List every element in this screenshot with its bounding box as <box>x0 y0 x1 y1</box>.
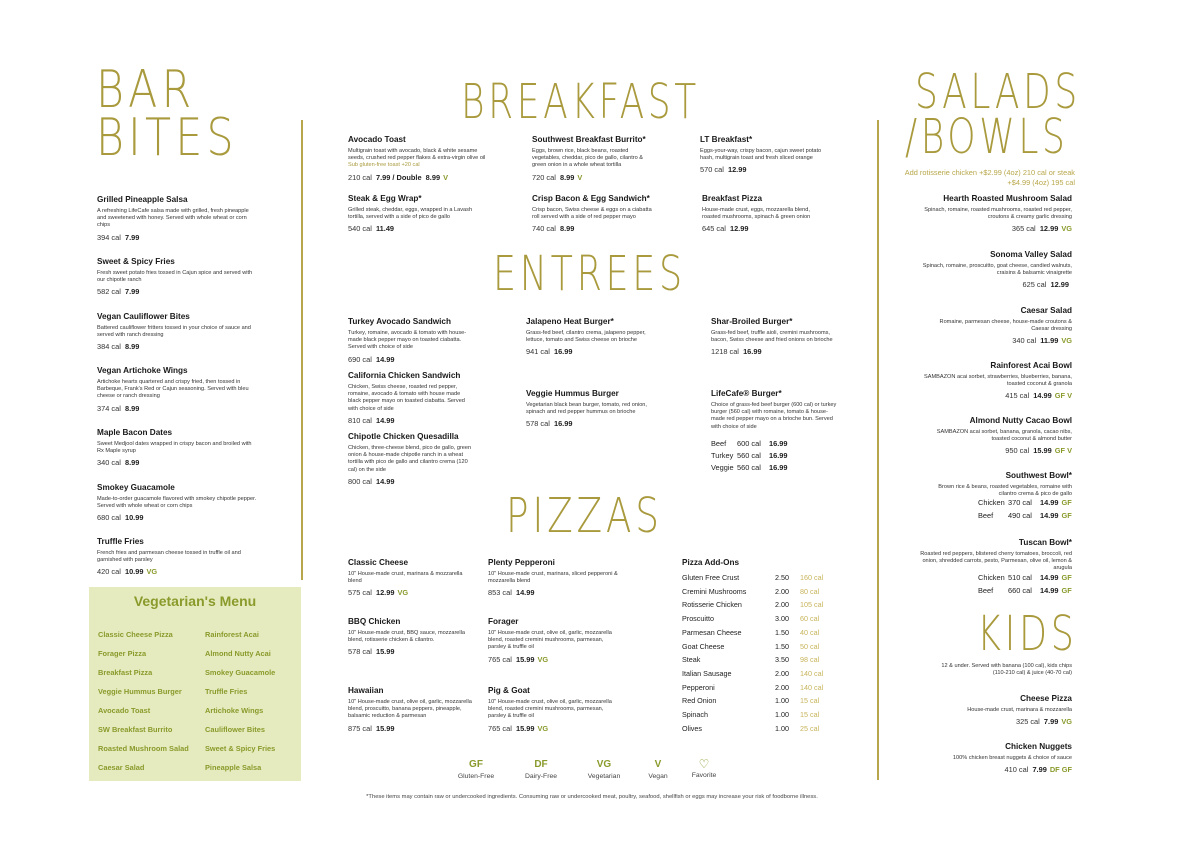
item-tag: VG <box>537 723 549 733</box>
item-desc: 100% chicken breast nuggets & choice of sauce <box>952 754 1072 761</box>
menu-item-salad <box>920 250 1072 289</box>
item-desc: Fresh sweet potato fries tossed in Cajun spice and served with our chipotle ranch <box>97 269 253 284</box>
item-title: LT Breakfast* <box>700 135 753 144</box>
item-cal: 941 cal <box>526 347 550 357</box>
item-title: Southwest Breakfast Burrito* <box>532 135 646 144</box>
item-price: 16.99 <box>743 347 762 357</box>
veg-item: Caesar Salad <box>98 763 145 772</box>
menu-item-kids-cheese-pizza <box>920 694 1072 726</box>
heading-kids: KIDS <box>977 606 1078 662</box>
item-title: Sweet & Spicy Fries <box>97 257 175 266</box>
item-desc: Chicken, Swiss cheese, roasted red pepper, romaine, avocado & tomato with house made black pepper mayo on toasted ciabatta. Served with choice of side <box>348 383 465 412</box>
menu-item-pineapple-salsa <box>97 195 257 242</box>
item-desc: 10" House-made crust, marinara, sliced pepperoni & mozzarella blend <box>488 570 618 585</box>
row-name: Turkey <box>711 451 734 460</box>
item-desc: Vegetarian black bean burger, tomato, red onion, spinach and red pepper hummus on brioche <box>526 401 647 416</box>
menu-item-jalapeno-burger <box>526 317 650 356</box>
item-desc: Grilled steak, cheddar, eggs, wrapped in a Lavash tortilla, served with a side of pico de gallo <box>348 206 473 221</box>
veg-item: Classic Cheese Pizza <box>98 630 173 639</box>
addon-name: Red Onion <box>682 696 717 706</box>
row-name: Beef <box>978 511 994 520</box>
row-cal: 490 cal <box>1008 511 1032 520</box>
heading-breakfast: BREAKFAST <box>461 74 700 130</box>
item-desc: 10" House-made crust, BBQ sauce, mozzarella blend, rotisserie chicken & cilantro. <box>348 629 466 644</box>
menu-item-steak-egg-wrap <box>348 194 478 233</box>
menu-item-veggie-hummus-burger <box>526 389 650 428</box>
row-tag: GF <box>1061 511 1072 520</box>
item-price: 8.99 <box>124 403 140 413</box>
item-price: 8.99 <box>124 342 140 352</box>
legend-label: Dairy-Free <box>524 773 558 780</box>
item-cal: 765 cal <box>488 654 512 664</box>
item-cal: 800 cal <box>348 476 372 486</box>
item-title: Veggie Hummus Burger <box>526 389 619 398</box>
heart-icon: ♡ <box>698 757 710 771</box>
item-price-label: / Double <box>392 172 422 182</box>
item-price: 8.99 <box>559 224 575 234</box>
item-title: California Chicken Sandwich <box>348 371 461 380</box>
item-desc: SAMBAZON acai sorbet, banana, granola, cacao nibs, toasted coconut & almond butter <box>936 428 1072 443</box>
item-tag: VG <box>146 567 158 577</box>
menu-item-southwest-bowl <box>920 471 1072 498</box>
menu-item-truffle-fries <box>97 537 257 576</box>
item-cal: 365 cal <box>1011 224 1036 234</box>
item-title: Almond Nutty Cacao Bowl <box>969 416 1072 425</box>
item-cal: 680 cal <box>97 513 121 523</box>
lifecafe-row-veggie <box>711 464 788 471</box>
veg-item: Artichoke Wings <box>205 706 264 715</box>
item-title: Breakfast Pizza <box>702 194 763 203</box>
item-cal: 853 cal <box>488 588 512 598</box>
addon-price: 2.00 <box>775 668 789 678</box>
divider-right <box>877 120 879 780</box>
veg-item: Breakfast Pizza <box>98 668 153 677</box>
menu-item-crisp-bacon-sandwich <box>532 194 660 233</box>
item-tag: VG <box>397 588 409 598</box>
item-desc: Crisp bacon, Swiss cheese & eggs on a ciabatta roll served with a side of red pepper mayo <box>532 206 652 221</box>
addon-name: Proscuitto <box>682 614 714 624</box>
menu-item-breakfast-pizza <box>702 194 822 233</box>
addon-name: Rotisserie Chicken <box>682 600 742 610</box>
lifecafe-row-turkey <box>711 452 788 459</box>
row-name: Chicken <box>978 498 1005 507</box>
addon-price: 2.00 <box>775 586 789 596</box>
menu-item-maple-bacon-dates <box>97 428 257 467</box>
menu-item-lifecafe-burger <box>711 389 837 431</box>
item-price: 7.99 <box>1032 765 1047 775</box>
menu-item-turkey-avocado <box>348 317 470 364</box>
row-cal: 510 cal <box>1008 573 1032 582</box>
item-cal: 625 cal <box>1022 280 1047 290</box>
item-price: 15.99 <box>375 723 395 733</box>
item-price-double: 8.99 <box>425 172 441 182</box>
item-price: 8.99 <box>559 172 575 182</box>
veg-item: Forager Pizza <box>98 649 147 658</box>
item-price: 12.99 <box>1039 224 1059 234</box>
item-cal: 374 cal <box>97 403 121 413</box>
addon-name: Steak <box>682 655 701 665</box>
item-desc: Spinach, romaine, proscuitto, goat cheese, candied walnuts, craisins & balsamic vinaigrette <box>922 262 1072 277</box>
item-desc: Chicken, three-cheese blend, pico de gallo, green onion & house-made chipotle ranch in a wheat tortilla with pico de gallo and cilantro crema (120 cal) on the side <box>348 444 472 473</box>
item-title: Cheese Pizza <box>1020 694 1072 703</box>
item-title: Chicken Nuggets <box>1005 742 1072 751</box>
kids-note: 12 & under. Served with banana (100 cal), kids chips (110-210 cal) & juice (40-70 cal) <box>941 663 1072 677</box>
menu-item-salad <box>920 361 1072 400</box>
heading-bar: BAR <box>96 60 196 120</box>
item-tag: V <box>443 172 448 182</box>
row-price: 14.99 <box>1040 573 1059 582</box>
item-price: 10.99 <box>124 567 144 577</box>
heading-entrees: ENTREES <box>493 246 686 302</box>
item-desc: Spinach, romaine, roasted mushrooms, roasted red pepper, croutons & creamy garlic dressing <box>924 206 1072 221</box>
item-tag: VG <box>1061 336 1072 346</box>
item-desc: Artichoke hearts quartered and crispy fried, then tossed in Barbeque, Frank's Red or Cajun seasoning. Served with bleu cheese or ranch dressing <box>97 378 249 400</box>
menu-item-plenty-pepperoni <box>488 558 628 597</box>
veg-item: Rainforest Acai <box>205 630 259 639</box>
item-price: 7.99 <box>124 287 140 297</box>
item-desc: 10" House-made crust, olive oil, garlic, mozzarella blend, proscuitto, banana peppers, pineapple, balsamic reduction & parmesan <box>348 698 472 720</box>
addon-cal: 140 cal <box>800 682 824 692</box>
item-title: LifeCafe® Burger* <box>711 389 782 398</box>
item-cal: 410 cal <box>1004 765 1029 775</box>
row-cal: 560 cal <box>737 451 761 460</box>
item-cal: 540 cal <box>348 224 372 234</box>
row-price: 16.99 <box>769 439 788 448</box>
item-price: 15.99 <box>1033 446 1052 456</box>
addon-name: Spinach <box>682 710 708 719</box>
heading-pizzas: PIZZAS <box>506 488 663 544</box>
item-price: 12.99 <box>375 588 395 598</box>
item-price: 14.99 <box>1033 391 1052 401</box>
row-name: Chicken <box>978 573 1005 582</box>
menu-item-southwest-burrito <box>532 135 658 182</box>
item-title: Maple Bacon Dates <box>97 428 173 437</box>
menu-item-artichoke-wings <box>97 366 257 413</box>
menu-item-tuscan-bowl <box>920 538 1072 573</box>
row-cal: 660 cal <box>1008 586 1032 595</box>
item-price: 16.99 <box>553 347 573 357</box>
menu-item-classic-cheese <box>348 558 470 597</box>
legend-df <box>511 759 571 780</box>
item-desc: Battered cauliflower fritters tossed in your choice of sauce and served with ranch dressing <box>97 324 251 339</box>
item-cal: 420 cal <box>97 567 121 577</box>
veg-item: Sweet & Spicy Fries <box>205 744 276 753</box>
item-cal: 740 cal <box>532 224 556 234</box>
item-desc: SAMBAZON acai sorbet, strawberries, blueberries, banana, toasted coconut & granola <box>924 373 1072 388</box>
item-title: Truffle Fries <box>97 537 144 546</box>
southwest-row-chicken <box>978 499 1072 506</box>
item-tag: VG <box>1061 224 1072 234</box>
item-desc: Sweet Medjool dates wrapped in crispy bacon and broiled with Rx Maple syrup <box>97 440 252 455</box>
item-title: Avocado Toast <box>348 135 406 144</box>
addon-price: 1.00 <box>775 696 789 706</box>
footnote: *These items may contain raw or undercooked ingredients. Consuming raw or undercooked meat, poultry, seafood, shellfish or eggs may increase your risk of foodborne illness. <box>366 794 818 800</box>
southwest-row-beef <box>978 512 1072 519</box>
item-price: 11.49 <box>375 224 395 234</box>
item-title: Caesar Salad <box>1020 306 1072 315</box>
item-cal: 950 cal <box>1005 446 1030 456</box>
item-cal: 720 cal <box>532 172 556 182</box>
item-tag: VG <box>537 654 549 664</box>
item-tag: DF GF <box>1049 765 1072 775</box>
row-name: Veggie <box>711 463 734 472</box>
item-price: 12.99 <box>727 165 747 175</box>
item-tag: V <box>577 172 583 182</box>
addon-name: Pepperoni <box>682 682 715 692</box>
item-title: Steak & Egg Wrap* <box>348 194 422 203</box>
item-cal: 875 cal <box>348 723 372 733</box>
row-price: 14.99 <box>1040 498 1059 507</box>
tuscan-row-beef <box>978 587 1072 594</box>
item-price: 15.99 <box>515 723 535 733</box>
menu-item-salad <box>920 194 1072 233</box>
item-price: 16.99 <box>553 419 573 429</box>
row-name: Beef <box>978 586 994 595</box>
heading-salads: SALADS <box>915 64 1081 120</box>
item-title: Vegan Artichoke Wings <box>97 366 188 375</box>
item-cal: 415 cal <box>1005 391 1030 401</box>
menu-item-smokey-guacamole <box>97 483 257 522</box>
tuscan-row-chicken <box>978 574 1072 581</box>
item-cal: 582 cal <box>97 287 121 297</box>
item-desc: House-made crust, eggs, mozzarella blend, roasted mushrooms, spinach & green onion <box>702 206 811 221</box>
addon-cal: 15 cal <box>800 696 820 706</box>
lifecafe-row-beef <box>711 440 788 447</box>
menu-item-kids-chicken-nuggets <box>920 742 1072 774</box>
item-cal: 210 cal <box>348 172 372 182</box>
item-price: 15.99 <box>515 654 535 664</box>
addons-title: Pizza Add-Ons <box>682 558 740 567</box>
item-desc: 10" House-made crust, marinara & mozzarella blend <box>348 570 463 585</box>
veg-item: Veggie Hummus Burger <box>98 687 182 696</box>
item-desc: Grass-fed beef, truffle aioli, cremini mushrooms, bacon, Swiss cheese and fried onions on brioche <box>711 329 833 344</box>
heading-bowls: /BOWLS <box>905 109 1069 165</box>
item-desc: Eggs, brown rice, black beans, roasted vegetables, cheddar, pico de gallo, cilantro & green onion in a whole wheat tortilla <box>532 147 644 169</box>
vegetarian-menu <box>89 587 301 781</box>
item-desc: 10" House-made crust, olive oil, garlic, mozzarella blend, roasted cremini mushrooms, parmesan, parsley & truffle oil <box>488 629 612 651</box>
item-desc: Multigrain toast with avocado, black & white sesame seeds, crushed red pepper flakes & extra-virgin olive oil <box>348 147 486 162</box>
item-title: Crisp Bacon & Egg Sandwich* <box>532 194 650 203</box>
item-price: 7.99 <box>375 172 391 182</box>
item-price: 14.99 <box>375 415 395 425</box>
veg-item: Almond Nutty Acai <box>205 649 271 658</box>
veg-item: Cauliflower Bites <box>205 725 265 734</box>
legend-key: V <box>654 759 662 770</box>
addon-price: 2.50 <box>775 573 789 582</box>
row-tag: GF <box>1061 586 1072 595</box>
veg-item: Roasted Mushroom Salad <box>98 744 189 753</box>
menu-item-chipotle-quesadilla <box>348 432 476 486</box>
item-desc: 10" House-made crust, olive oil, garlic, mozzarella blend, roasted cremini mushrooms, parmesan, parsley & truffle oil <box>488 698 612 720</box>
vegetarian-menu-title: Vegetarian's Menu <box>133 593 257 609</box>
item-desc: Made-to-order guacamole flavored with smokey chipotle pepper. Served with whole wheat or corn chips <box>97 495 257 510</box>
row-price: 14.99 <box>1040 586 1059 595</box>
item-title: Tuscan Bowl* <box>1018 538 1072 547</box>
item-price: 7.99 <box>1043 717 1059 727</box>
row-tag: GF <box>1061 498 1072 507</box>
veg-item: SW Breakfast Burrito <box>98 725 173 734</box>
item-title: Vegan Cauliflower Bites <box>97 312 190 321</box>
addon-name: Gluten Free Crust <box>682 573 740 582</box>
legend-label: Vegan <box>648 773 668 780</box>
item-title: Southwest Bowl* <box>1005 471 1072 480</box>
item-desc: Turkey, romaine, avocado & tomato with house-made black pepper mayo on toasted ciabatta. Served with choice of side <box>348 329 467 351</box>
addon-price: 1.50 <box>775 641 789 651</box>
row-cal: 600 cal <box>737 439 761 448</box>
legend-favorite <box>674 757 734 779</box>
menu-item-shar-broiled-burger <box>711 317 833 356</box>
item-desc: Brown rice & beans, roasted vegetables, romaine with cilantro crema & pico de gallo <box>938 483 1072 498</box>
item-title: Classic Cheese <box>348 558 409 567</box>
addon-name: Olives <box>682 723 702 733</box>
item-price: 7.99 <box>124 232 140 242</box>
addon-name: Italian Sausage <box>682 668 732 678</box>
addon-cal: 80 cal <box>800 586 820 596</box>
addon-cal: 50 cal <box>800 641 820 651</box>
row-tag: GF <box>1061 573 1072 582</box>
addon-cal: 40 cal <box>800 627 820 637</box>
item-desc: Grass-fed beef, cilantro crema, jalapeno pepper, lettuce, tomato and Swiss cheese on brioche <box>526 329 646 344</box>
item-title: Hawaiian <box>348 686 384 695</box>
item-price: 14.99 <box>375 476 395 486</box>
item-cal: 810 cal <box>348 415 372 425</box>
item-title: Plenty Pepperoni <box>488 558 555 567</box>
row-price: 16.99 <box>769 451 788 460</box>
item-cal: 325 cal <box>1015 717 1040 727</box>
item-price: 10.99 <box>124 513 144 523</box>
addon-name: Goat Cheese <box>682 641 725 651</box>
row-price: 16.99 <box>769 463 788 472</box>
item-title: BBQ Chicken <box>348 617 401 626</box>
veg-item: Pineapple Salsa <box>205 763 262 772</box>
item-desc: Eggs-your-way, crispy bacon, cajun sweet potato hash, multigrain toast and fresh sliced orange <box>700 147 822 162</box>
addon-price: 3.00 <box>775 614 789 624</box>
item-price: 12.99 <box>1050 280 1069 290</box>
addon-cal: 60 cal <box>800 614 820 624</box>
menu-item-salad <box>920 306 1072 345</box>
item-desc: A refreshing LifeCafe salsa made with grilled, fresh pineapple and sweetened with honey. Served with whole wheat or corn chips <box>97 207 249 229</box>
item-cal: 570 cal <box>700 165 724 175</box>
item-tag: GF V <box>1054 446 1072 456</box>
item-tag: VG <box>1061 717 1072 727</box>
legend-vg <box>574 759 634 780</box>
addon-price: 1.00 <box>775 710 789 719</box>
addon-price: 1.50 <box>775 627 789 637</box>
item-cal: 340 cal <box>1012 336 1037 346</box>
item-price: 8.99 <box>124 458 140 468</box>
menu-item-sweet-spicy-fries <box>97 257 257 296</box>
addon-cal: 15 cal <box>800 710 820 719</box>
item-title: Hearth Roasted Mushroom Salad <box>943 194 1072 203</box>
item-title: Shar-Broiled Burger* <box>711 317 793 326</box>
item-tag: GF V <box>1054 391 1072 401</box>
item-sub: Sub gluten-free toast +20 cal <box>348 162 420 169</box>
addon-cal: 98 cal <box>800 655 820 665</box>
addon-price: 3.50 <box>775 655 789 665</box>
item-price: 14.99 <box>515 588 535 598</box>
menu-item-bbq-chicken <box>348 617 478 656</box>
legend-label: Vegetarian <box>587 773 621 780</box>
item-title: Rainforest Acai Bowl <box>990 361 1072 370</box>
legend-label: Gluten-Free <box>457 773 495 780</box>
item-desc: Roasted red peppers, blistered cherry tomatoes, broccoli, red onion, shredded carrots, pesto, Parmesan, olive oil, lemon & arugula <box>920 550 1072 572</box>
menu-item-pig-goat <box>488 686 622 733</box>
item-cal: 575 cal <box>348 588 372 598</box>
item-desc: French fries and parmesan cheese tossed in truffle oil and garnished with parsley <box>97 549 241 564</box>
menu-item-lt-breakfast <box>700 135 828 174</box>
legend-key: DF <box>534 759 548 770</box>
item-title: Smokey Guacamole <box>97 483 175 492</box>
item-cal: 578 cal <box>526 419 550 429</box>
item-title: Jalapeno Heat Burger* <box>526 317 614 326</box>
salads-note: Add rotisserie chicken +$2.99 (4oz) 210 cal or steak +$4.99 (4oz) 195 cal <box>904 168 1075 188</box>
item-desc: Choice of grass-fed beef burger (600 cal) or turkey burger (560 cal) with romaine, tomato & house-made red pepper mayo on a brioche bun. Served with choice of side <box>711 401 837 430</box>
item-price: 12.99 <box>729 224 749 234</box>
row-name: Beef <box>711 439 727 448</box>
item-desc: Romaine, parmesan cheese, house-made croutons & Caesar dressing <box>939 318 1072 333</box>
item-cal: 384 cal <box>97 342 121 352</box>
menu-item-avocado-toast <box>348 135 490 182</box>
item-title: Pig & Goat <box>488 686 530 695</box>
menu-item-forager <box>488 617 622 664</box>
veg-item: Truffle Fries <box>205 687 248 696</box>
addon-name: Cremini Mushrooms <box>682 586 747 596</box>
veg-item: Smokey Guacamole <box>205 668 276 677</box>
menu-item-california-chicken <box>348 371 470 425</box>
legend-gf <box>446 759 506 780</box>
addon-price: 2.00 <box>775 600 789 610</box>
item-cal: 690 cal <box>348 354 372 364</box>
item-price: 11.99 <box>1040 336 1059 346</box>
item-title: Forager <box>488 617 519 626</box>
addon-price: 2.00 <box>775 682 789 692</box>
item-cal: 394 cal <box>97 232 121 242</box>
legend-key: VG <box>596 759 612 770</box>
legend-label: Favorite <box>691 772 717 779</box>
addon-cal: 160 cal <box>800 573 824 582</box>
item-title: Turkey Avocado Sandwich <box>348 317 451 326</box>
row-cal: 370 cal <box>1008 498 1032 507</box>
item-price: 15.99 <box>375 647 395 657</box>
item-title: Grilled Pineapple Salsa <box>97 195 188 204</box>
item-desc: House-made crust, marinara & mozzarella <box>967 706 1072 713</box>
addon-cal: 105 cal <box>800 600 824 610</box>
item-cal: 1218 cal <box>711 347 739 357</box>
heading-bites: BITES <box>96 108 238 168</box>
item-price: 14.99 <box>375 354 395 364</box>
item-cal: 340 cal <box>97 458 121 468</box>
divider-left <box>301 120 303 580</box>
menu-item-hawaiian <box>348 686 482 733</box>
item-cal: 578 cal <box>348 647 372 657</box>
row-price: 14.99 <box>1040 511 1059 520</box>
addon-price: 1.00 <box>775 723 789 733</box>
addon-name: Parmesan Cheese <box>682 627 742 637</box>
menu-item-cauliflower-bites <box>97 312 257 351</box>
row-cal: 560 cal <box>737 463 761 472</box>
legend-key: GF <box>469 759 483 770</box>
item-title: Chipotle Chicken Quesadilla <box>348 432 459 441</box>
addon-cal: 25 cal <box>800 723 820 733</box>
item-cal: 645 cal <box>702 224 726 234</box>
veg-item: Avocado Toast <box>98 706 151 715</box>
item-cal: 765 cal <box>488 723 512 733</box>
item-title: Sonoma Valley Salad <box>990 250 1072 259</box>
menu-item-salad <box>920 416 1072 455</box>
addon-cal: 140 cal <box>800 668 824 678</box>
